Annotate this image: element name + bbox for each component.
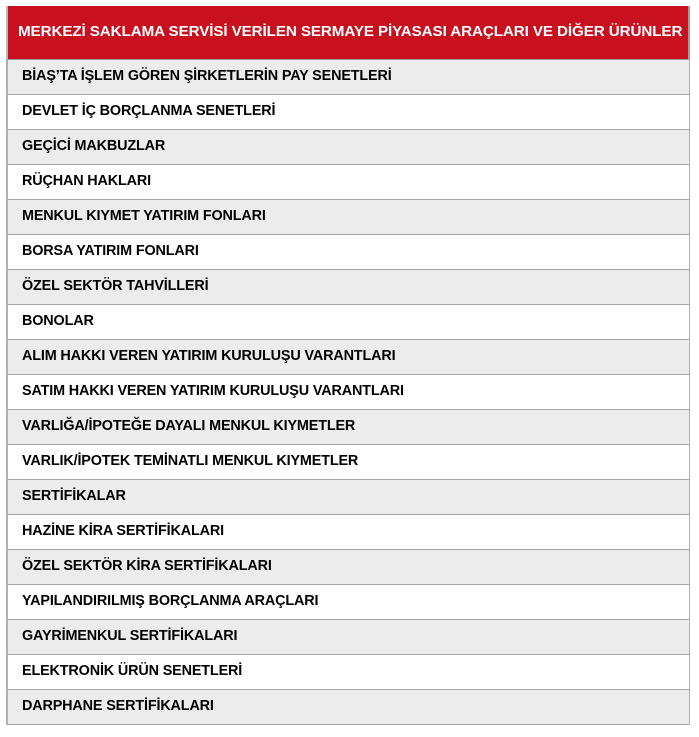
table-row[interactable] <box>6 480 690 515</box>
table-row-label: SERTİFİKALAR <box>22 488 126 505</box>
table-row[interactable] <box>6 130 690 165</box>
table-row[interactable] <box>6 340 690 375</box>
table-row-label: SATIM HAKKI VEREN YATIRIM KURULUŞU VARANTLARI <box>22 383 404 400</box>
table-row[interactable] <box>6 305 690 340</box>
table-row[interactable] <box>6 95 690 130</box>
table-row-label: YAPILANDIRILMIŞ BORÇLANMA ARAÇLARI <box>22 593 319 610</box>
table-row-label: BONOLAR <box>22 313 94 330</box>
table-row[interactable] <box>6 375 690 410</box>
table-header-title: MERKEZİ SAKLAMA SERVİSİ VERİLEN SERMAYE PİYASASI ARAÇLARI VE DİĞER ÜRÜNLER <box>18 23 683 41</box>
table-row[interactable] <box>6 200 690 235</box>
table-row-label: DEVLET İÇ BORÇLANMA SENETLERİ <box>22 103 276 120</box>
table-row[interactable] <box>6 410 690 445</box>
table-row-label: GEÇİCİ MAKBUZLAR <box>22 138 166 155</box>
table-row-label: ÖZEL SEKTÖR KİRA SERTİFİKALARI <box>22 558 272 575</box>
table-row-label: ELEKTRONİK ÜRÜN SENETLERİ <box>22 663 243 680</box>
table-row-label: BORSA YATIRIM FONLARI <box>22 243 199 260</box>
table-row-label: RÜÇHAN HAKLARI <box>22 173 152 190</box>
table-row[interactable] <box>6 235 690 270</box>
table-row-label: GAYRİMENKUL SERTİFİKALARI <box>22 628 238 645</box>
table-row[interactable] <box>6 60 690 95</box>
table-header-row <box>6 6 690 60</box>
table-row-label: DARPHANE SERTİFİKALARI <box>22 698 214 715</box>
table-row[interactable] <box>6 655 690 690</box>
table-row-label: MENKUL KIYMET YATIRIM FONLARI <box>22 208 266 225</box>
table-row[interactable] <box>6 515 690 550</box>
table-row-label: VARLIĞA/İPOTEĞE DAYALI MENKUL KIYMETLER <box>22 418 356 435</box>
table-row[interactable] <box>6 270 690 305</box>
table-row[interactable] <box>6 620 690 655</box>
table-row-label: HAZİNE KİRA SERTİFİKALARI <box>22 523 224 540</box>
table-row[interactable] <box>6 550 690 585</box>
table-row-label: ALIM HAKKI VEREN YATIRIM KURULUŞU VARANTLARI <box>22 348 396 365</box>
table-row[interactable] <box>6 585 690 620</box>
table-row[interactable] <box>6 690 690 725</box>
table-row[interactable] <box>6 165 690 200</box>
table-body <box>6 60 690 725</box>
table-row[interactable] <box>6 445 690 480</box>
table-row-label: VARLIK/İPOTEK TEMİNATLI MENKUL KIYMETLER <box>22 453 359 470</box>
table-row-label: ÖZEL SEKTÖR TAHVİLLERİ <box>22 278 209 295</box>
table-row-label: BİAŞ’TA İŞLEM GÖREN ŞİRKETLERİN PAY SENETLERİ <box>22 68 392 85</box>
